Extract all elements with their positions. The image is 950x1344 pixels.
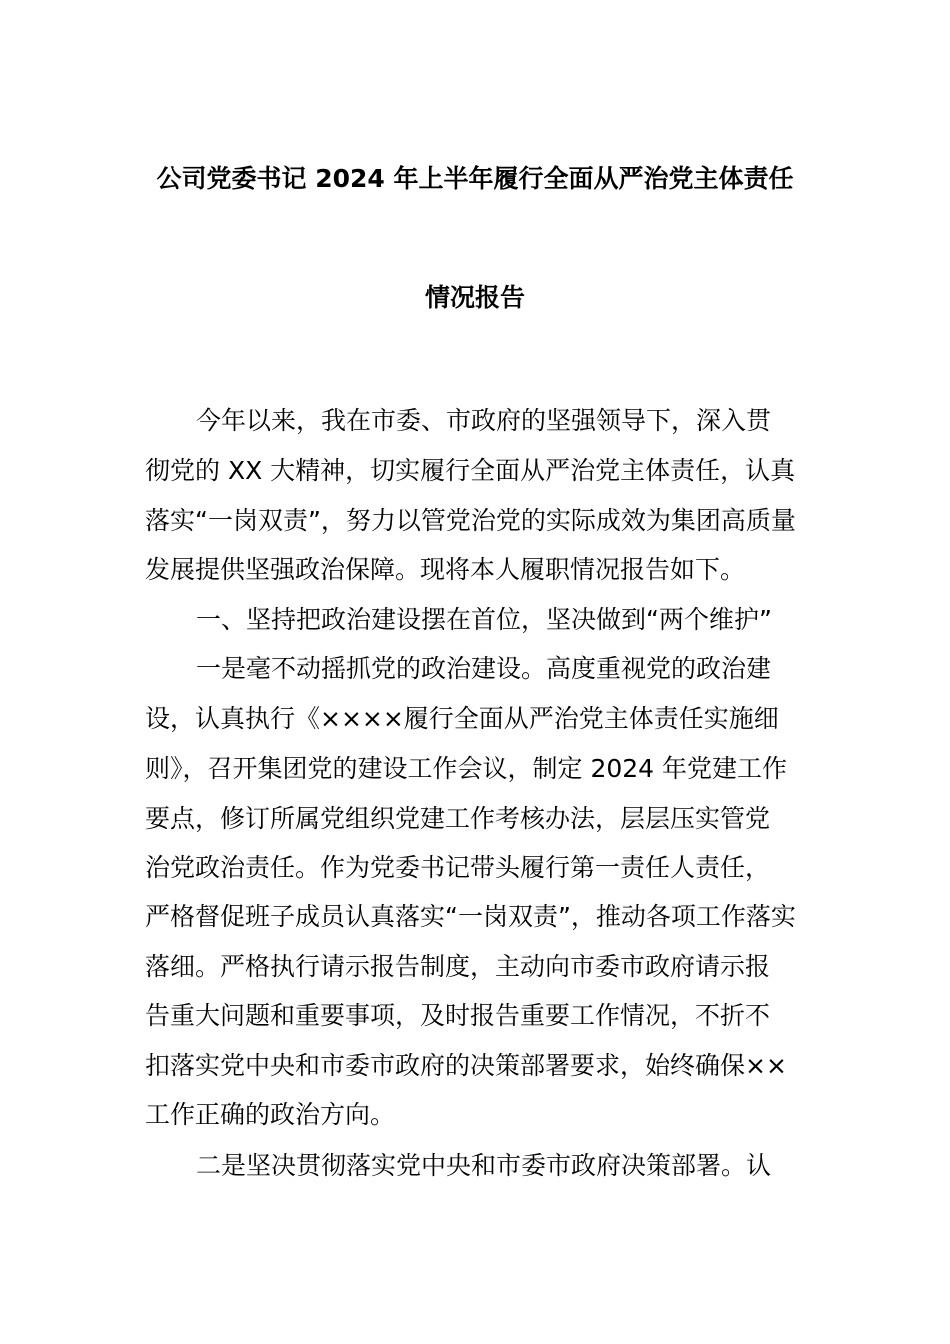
body-line: 工作正确的政治方向。 [145, 1100, 396, 1129]
document-title-line-2: 情况报告 [424, 283, 525, 312]
section-heading: 一、坚持把政治建设摆在首位，坚决做到“两个维护” [196, 605, 772, 634]
body-line: 则》，召开集团党的建设工作会议，制定 2024 年党建工作 [145, 754, 788, 783]
body-line: 落细。严格执行请示报告制度，主动向市委市政府请示报 [145, 952, 771, 981]
body-line: 发展提供坚强政治保障。现将本人履职情况报告如下。 [145, 555, 746, 584]
body-line: 今年以来，我在市委、市政府的坚强领导下，深入贯 [196, 406, 772, 435]
body-line: 要点，修订所属党组织党建工作考核办法，层层压实管党 [145, 804, 771, 833]
body-line: 彻党的 XX 大精神，切实履行全面从严治党主体责任，认真 [145, 456, 796, 485]
body-line: 设，认真执行《××××履行全面从严治党主体责任实施细 [145, 704, 779, 733]
body-line: 治党政治责任。作为党委书记带头履行第一责任人责任， [145, 853, 771, 882]
body-line: 二是坚决贯彻落实党中央和市委市政府决策部署。认 [196, 1151, 772, 1180]
body-line: 严格督促班子成员认真落实“一岗双责”，推动各项工作落实 [145, 902, 796, 931]
body-line: 落实“一岗双责”，努力以管党治党的实际成效为集团高质量 [145, 506, 796, 535]
body-line: 一是毫不动摇抓党的政治建设。高度重视党的政治建 [196, 654, 772, 683]
body-line: 告重大问题和重要事项，及时报告重要工作情况，不折不 [145, 1001, 771, 1030]
document-title-line-1: 公司党委书记 2024 年上半年履行全面从严治党主体责任 [156, 164, 794, 193]
body-line: 扣落实党中央和市委市政府的决策部署要求，始终确保×× [145, 1051, 787, 1080]
